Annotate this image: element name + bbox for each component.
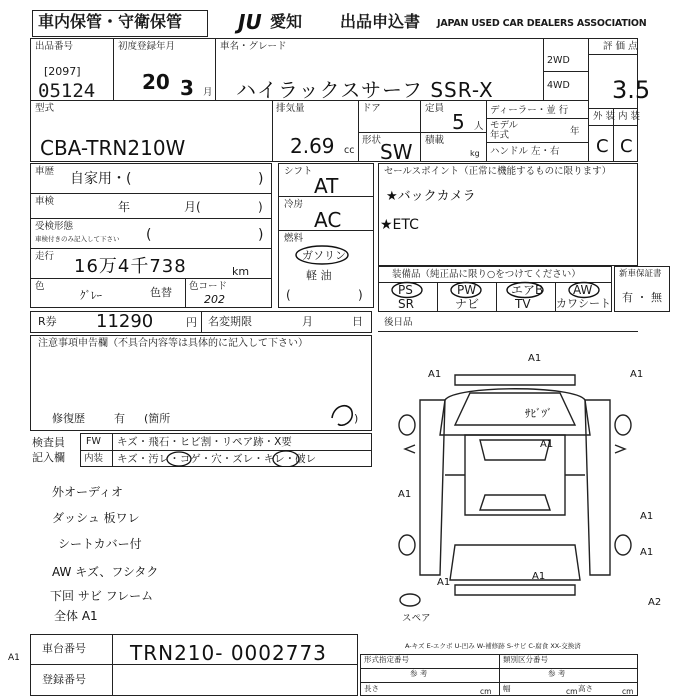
- interior-items: キズ・汚レ・コゲ・穴・ズレ・キレ・破レ: [117, 453, 317, 465]
- damage-mark: A1: [540, 439, 554, 450]
- load-label: 積載: [425, 135, 445, 146]
- inspection-close: ): [258, 200, 263, 214]
- side-mark: A1: [8, 653, 20, 663]
- fuel-open: (: [286, 288, 291, 302]
- lot-label: 出品番号: [35, 41, 74, 52]
- capacity-unit: 人: [474, 121, 484, 132]
- divider: [486, 142, 588, 143]
- inspector-circles: [80, 433, 372, 467]
- divider: [113, 38, 114, 100]
- storage-type-label: 車内保管・守衛保管: [38, 12, 183, 31]
- divider: [543, 71, 588, 72]
- month-unit: 月: [203, 87, 213, 98]
- damage-mark: A1: [640, 547, 654, 558]
- cc-unit: cc: [344, 145, 355, 156]
- divider: [30, 218, 272, 219]
- inspector-label: 検査員: [32, 436, 65, 449]
- color-label: 色: [35, 281, 45, 292]
- equip-navi: ナビ: [455, 297, 480, 311]
- history-close: ): [258, 171, 264, 187]
- damage-mark: A1: [398, 489, 412, 500]
- score-value: 3.5: [612, 76, 651, 104]
- divider: [420, 100, 421, 162]
- kg-unit: kg: [470, 149, 480, 158]
- repair-places: (箇所: [144, 412, 171, 425]
- note-line-6: 全体 A1: [54, 609, 98, 623]
- accept-note: 車検付きのみ記入して下さい: [35, 235, 120, 243]
- divider: [360, 668, 638, 669]
- fuel-diesel: 軽 油: [306, 269, 332, 282]
- inspection-month: 月(: [184, 200, 201, 214]
- warranty-options: 有 ・ 無: [622, 291, 662, 304]
- fuel-close: ): [358, 288, 363, 302]
- model-label: 型式: [35, 103, 55, 114]
- height-label: 高さ: [578, 684, 593, 693]
- handle-label: ハンドル 左・右: [490, 146, 560, 157]
- accept-close: ): [258, 227, 264, 243]
- r-cert-value: 11290: [96, 311, 154, 332]
- chassis-label: 車台番号: [42, 642, 86, 655]
- damage-mark: A2: [648, 597, 662, 608]
- fuel-label: 燃料: [284, 233, 304, 244]
- association-name: JAPAN USED CAR DEALERS ASSOCIATION: [437, 18, 647, 29]
- accept-label: 受検形態: [35, 221, 74, 232]
- drive-2wd: 2WD: [547, 55, 570, 66]
- divider: [499, 654, 500, 696]
- reference-label-right: 参 考: [548, 669, 566, 678]
- equip-ps: PS: [398, 283, 413, 297]
- width-cm: cm: [566, 687, 578, 696]
- model-year-label-2: 年式: [490, 130, 510, 141]
- gasoline-circle: [294, 244, 350, 266]
- dealer-label: ディーラー・並 行: [490, 105, 569, 116]
- color-code-value: 202: [204, 293, 225, 306]
- displacement-label: 排気量: [276, 103, 305, 114]
- length-cm: cm: [480, 687, 492, 696]
- divider: [30, 278, 272, 279]
- width-label: 幅: [503, 684, 511, 693]
- form-title: 出品申込書: [340, 12, 421, 31]
- divider: [30, 193, 272, 194]
- accept-open: (: [146, 227, 152, 243]
- interior-label: 内 装: [618, 111, 641, 122]
- damage-mark: A1: [532, 571, 546, 582]
- equipment-title: 装備品（純正品に限り○をつけてください）: [392, 269, 581, 280]
- color-change-label: 色替: [150, 286, 172, 299]
- exterior-grade: C: [596, 136, 609, 157]
- name-change-label: 名変期限: [208, 315, 252, 328]
- inspection-year: 年: [118, 200, 131, 214]
- capacity-value: 5: [452, 110, 465, 134]
- model-year-label: モデル: [490, 120, 519, 131]
- repair-none-mark: [326, 400, 366, 430]
- fw-items: キズ・飛石・ヒビ割・リペア跡・X要: [117, 436, 292, 448]
- sales-point-etc: ★ETC: [380, 217, 419, 233]
- damage-mark: A1: [437, 577, 451, 588]
- door-label: ドア: [362, 103, 381, 114]
- yen-unit: 円: [186, 316, 197, 329]
- damage-mark: A1: [630, 369, 644, 380]
- reference-label-left: 参 考: [410, 669, 428, 678]
- interior-grade: C: [620, 136, 633, 157]
- note-line-2: ダッシュ 板ワレ: [52, 511, 140, 525]
- divider: [112, 634, 113, 696]
- color-value: ｸﾞﾚｰ: [80, 289, 102, 302]
- displacement-value: 2.69: [290, 134, 335, 158]
- notes-title: 注意事項申告欄（不具合内容等は具体的に記入して下さい）: [38, 338, 308, 349]
- spare-label: スペア: [402, 613, 431, 624]
- reg-number-label: 登録番号: [42, 673, 86, 686]
- equip-airbag: エアB: [511, 283, 544, 297]
- sales-title: セールスポイント（正常に機能するものに限ります）: [384, 166, 612, 177]
- type-designation-label: 形式指定番号: [364, 655, 409, 664]
- damage-mark: A1: [428, 369, 442, 380]
- logo-prefecture: 愛知: [270, 12, 303, 31]
- divider: [588, 54, 638, 55]
- cooling-label: 冷房: [284, 199, 304, 210]
- first-reg-year: 20: [142, 70, 170, 94]
- fw-label: FW: [86, 436, 101, 447]
- height-cm: cm: [622, 687, 634, 696]
- new-warranty-label: 新車保証書: [619, 269, 662, 279]
- note-line-4: AW キズ、フシタク: [52, 565, 159, 579]
- drive-4wd: 4WD: [547, 80, 570, 91]
- equip-aw: AW: [573, 283, 593, 297]
- repair-close: ): [354, 412, 359, 425]
- note-line-3: シートカバー付: [58, 537, 142, 551]
- divider: [358, 132, 486, 133]
- first-reg-month: 3: [180, 76, 194, 100]
- chassis-number: TRN210- 0002773: [130, 641, 327, 665]
- r-cert-label: R券: [38, 315, 57, 328]
- divider: [486, 100, 487, 162]
- divider: [272, 100, 273, 162]
- year-unit: 年: [570, 126, 580, 137]
- equip-sr: SR: [398, 297, 414, 311]
- name-change-month: 月: [302, 315, 313, 328]
- shift-label: シフト: [284, 166, 313, 177]
- hood-note: ｻﾋﾞﾂﾞ: [525, 407, 553, 420]
- shape-label: 形状: [362, 135, 382, 146]
- equip-leather: カワシート: [556, 297, 611, 310]
- name-change-day: 日: [352, 315, 363, 328]
- repair-has: 有: [114, 412, 125, 425]
- shape-value: SW: [380, 140, 413, 164]
- color-code-label: 色コード: [189, 281, 228, 292]
- inspection-label: 車検: [35, 196, 55, 207]
- score-label: 評 価 点: [603, 41, 638, 52]
- divider: [588, 38, 589, 162]
- car-damage-diagram: [375, 345, 655, 615]
- lot-small-number: [2097]: [44, 65, 81, 78]
- divider: [378, 331, 638, 332]
- mileage-label: 走行: [35, 251, 55, 262]
- model-code: CBA-TRN210W: [40, 136, 186, 160]
- divider: [588, 125, 638, 126]
- sales-box: [378, 163, 638, 266]
- equip-pw: PW: [457, 283, 477, 297]
- interior-check-label: 内装: [84, 453, 104, 464]
- km-unit: km: [232, 265, 250, 278]
- damage-legend: A-キズ E-エクボ U-凹み W-補修跡 S-サビ C-腐食 XX-交換済: [405, 642, 581, 650]
- capacity-label: 定員: [425, 103, 445, 114]
- history-label: 車歴: [35, 166, 55, 177]
- later-items-label: 後日品: [384, 317, 413, 328]
- shift-value: AT: [314, 174, 339, 198]
- divider: [360, 682, 638, 683]
- divider: [543, 38, 544, 100]
- divider: [358, 100, 359, 162]
- length-label: 長さ: [364, 684, 379, 693]
- divider: [215, 38, 216, 100]
- exterior-label: 外 装: [593, 111, 616, 122]
- fuel-gasoline: ガソリン: [302, 249, 346, 262]
- mileage-value: 16万4千738: [74, 256, 187, 277]
- car-name-label: 車名・グレード: [220, 41, 287, 52]
- cooling-value: AC: [314, 208, 342, 232]
- damage-mark: A1: [528, 353, 542, 364]
- first-reg-label: 初度登録年月: [118, 41, 176, 52]
- repair-label: 修復歴: [52, 412, 85, 425]
- ju-logo: JU: [238, 10, 262, 34]
- divider: [30, 248, 272, 249]
- history-value: 自家用・(: [70, 171, 132, 187]
- car-name: ハイラックスサーフ SSR-X: [236, 78, 494, 102]
- damage-mark: A1: [640, 511, 654, 522]
- category-number-label: 類別区分番号: [503, 655, 548, 664]
- inspector-label-2: 記入欄: [32, 451, 65, 464]
- divider: [185, 278, 186, 308]
- lot-number: 05124: [38, 80, 96, 102]
- divider: [486, 118, 588, 119]
- note-line-5: 下回 サビ フレーム: [50, 589, 154, 603]
- sales-point-camera: ★バックカメラ: [386, 189, 476, 204]
- note-line-1: 外オーディオ: [52, 485, 124, 499]
- equip-tv: TV: [515, 297, 531, 311]
- divider: [201, 311, 202, 333]
